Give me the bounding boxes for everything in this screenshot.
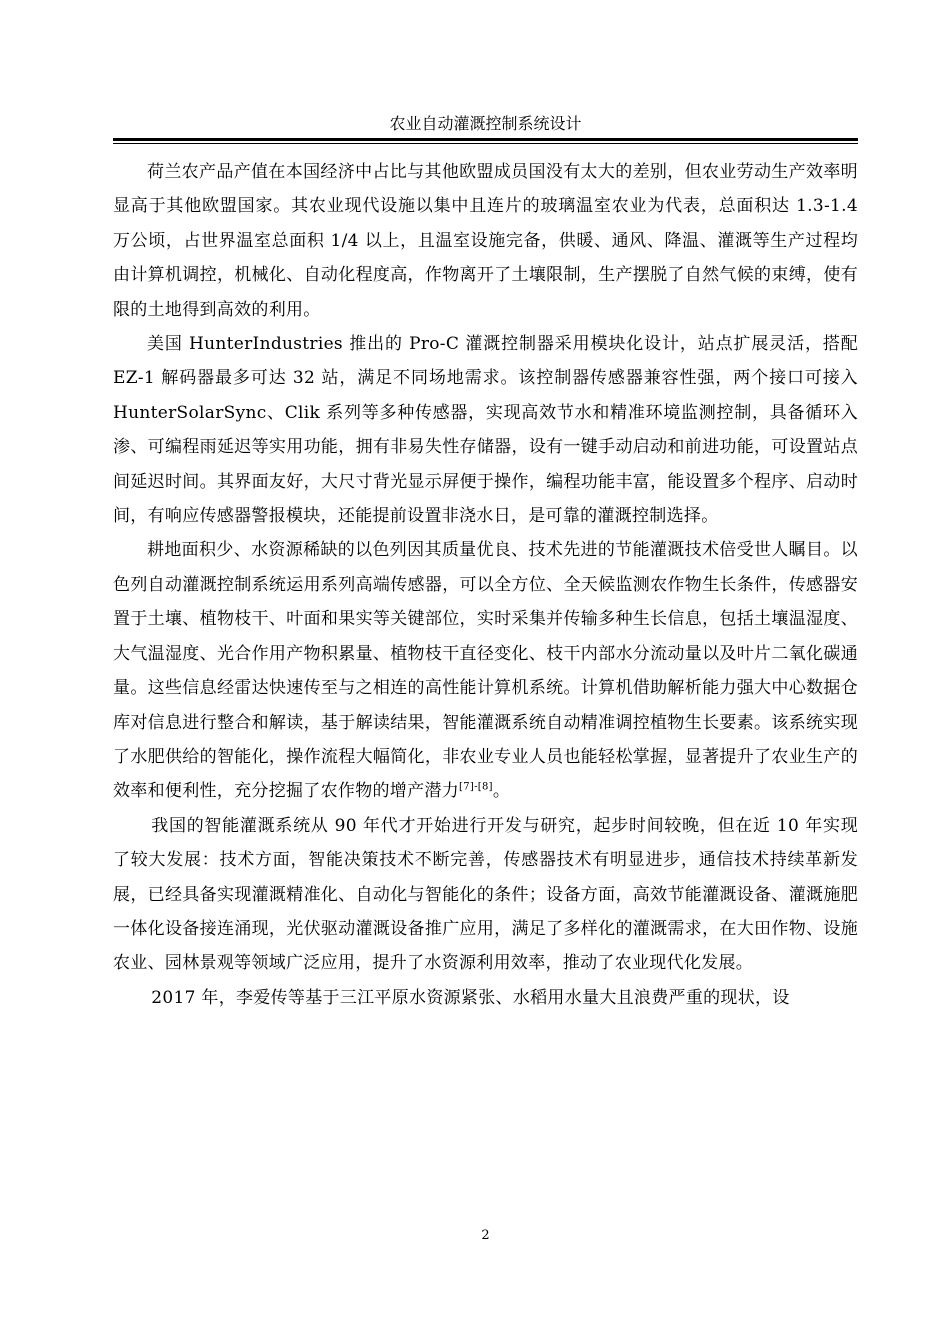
header-divider-thick bbox=[113, 138, 858, 141]
paragraph-israel bbox=[113, 533, 858, 808]
page-number: 2 bbox=[481, 1228, 490, 1243]
paragraph-china bbox=[113, 809, 858, 981]
paragraph-2017 bbox=[113, 981, 858, 1015]
paragraph-text: 荷兰农产品产值在本国经济中占比与其他欧盟成员国没有太大的差别，但农业劳动生产效率明显高于其他欧盟国家。其农业现代设施以集中且连片的玻璃温室农业为代表，总面积达 1.3-1.4 万公顷，占世界温室总面积 1/4 以上，且温室设施完备，供暖、通风、降温、灌溉等生产过程均由计算机调控，机械化、自动化程度高，作物离开了土壤限制，生产摆脱了自然气候的束缚，使有限的土地得到高效的利用。 bbox=[113, 162, 858, 320]
paragraph-netherlands bbox=[113, 155, 858, 327]
paragraph-ending: 。 bbox=[492, 781, 511, 802]
header-divider-thin bbox=[113, 143, 858, 144]
paragraph-hunter-industries bbox=[113, 327, 858, 533]
paragraph-text: 2017 年，李爱传等基于三江平原水资源紧张、水稻用水量大且浪费严重的现状，设 bbox=[151, 987, 790, 1008]
paragraph-text: 美国 HunterIndustries 推出的 Pro-C 灌溉控制器采用模块化设计，站点扩展灵活，搭配 EZ-1 解码器最多可达 32 站，满足不同场地需求。该控制器传感器兼容性强，两个接口可接入 HunterSolarSync、Clik 系列等多种传感器，实现高效节水和精准环境监测控制，具备循环入渗、可编程雨延迟等实用功能，拥有非易失性存储器，设有一键手动启动和前进功能，可设置站点间延迟时间。其界面友好，大尺寸背光显示屏便于操作，编程功能丰富，能设置多个程序、启动时间，有响应传感器警报模块，还能提前设置非浇水日，是可靠的灌溉控制选择。 bbox=[113, 334, 858, 527]
paragraph-text: 耕地面积少、水资源稀缺的以色列因其质量优良、技术先进的节能灌溉技术倍受世人瞩目。以色列自动灌溉控制系统运用系列高端传感器，可以全方位、全天候监测农作物生长条件，传感器安置于土壤、植物枝干、叶面和果实等关键部位，实时采集并传输多种生长信息，包括土壤温湿度、大气温湿度、光合作用产物积累量、植物枝干直径变化、枝干内部水分流动量以及叶片二氧化碳通量。这些信息经雷达快速传至与之相连的高性能计算机系统。计算机借助解析能力强大中心数据仓库对信息进行整合和解读，基于解读结果，智能灌溉系统自动精准调控植物生长要素。该系统实现了水肥供给的智能化，操作流程大幅简化，非农业专业人员也能轻松掌握，显著提升了农业生产的效率和便利性，充分挖掘了农作物的增产潜力 bbox=[113, 540, 858, 802]
page-header-title: 农业自动灌溉控制系统设计 bbox=[389, 114, 582, 133]
body-text bbox=[113, 155, 858, 1015]
citation-reference: [7]-[8] bbox=[459, 781, 493, 793]
paragraph-text: 我国的智能灌溉系统从 90 年代才开始进行开发与研究，起步时间较晚，但在近 10 年实现了较大发展：技术方面，智能决策技术不断完善，传感器技术有明显进步，通信技术持续革新发展，已经具备实现灌溉精准化、自动化与智能化的条件；设备方面，高效节能灌溉设备、灌溉施肥一体化设备接连涌现，光伏驱动灌溉设备推广应用，满足了多样化的灌溉需求，在大田作物、设施农业、园林景观等领域广泛应用，提升了水资源利用效率，推动了农业现代化发展。 bbox=[113, 815, 858, 974]
